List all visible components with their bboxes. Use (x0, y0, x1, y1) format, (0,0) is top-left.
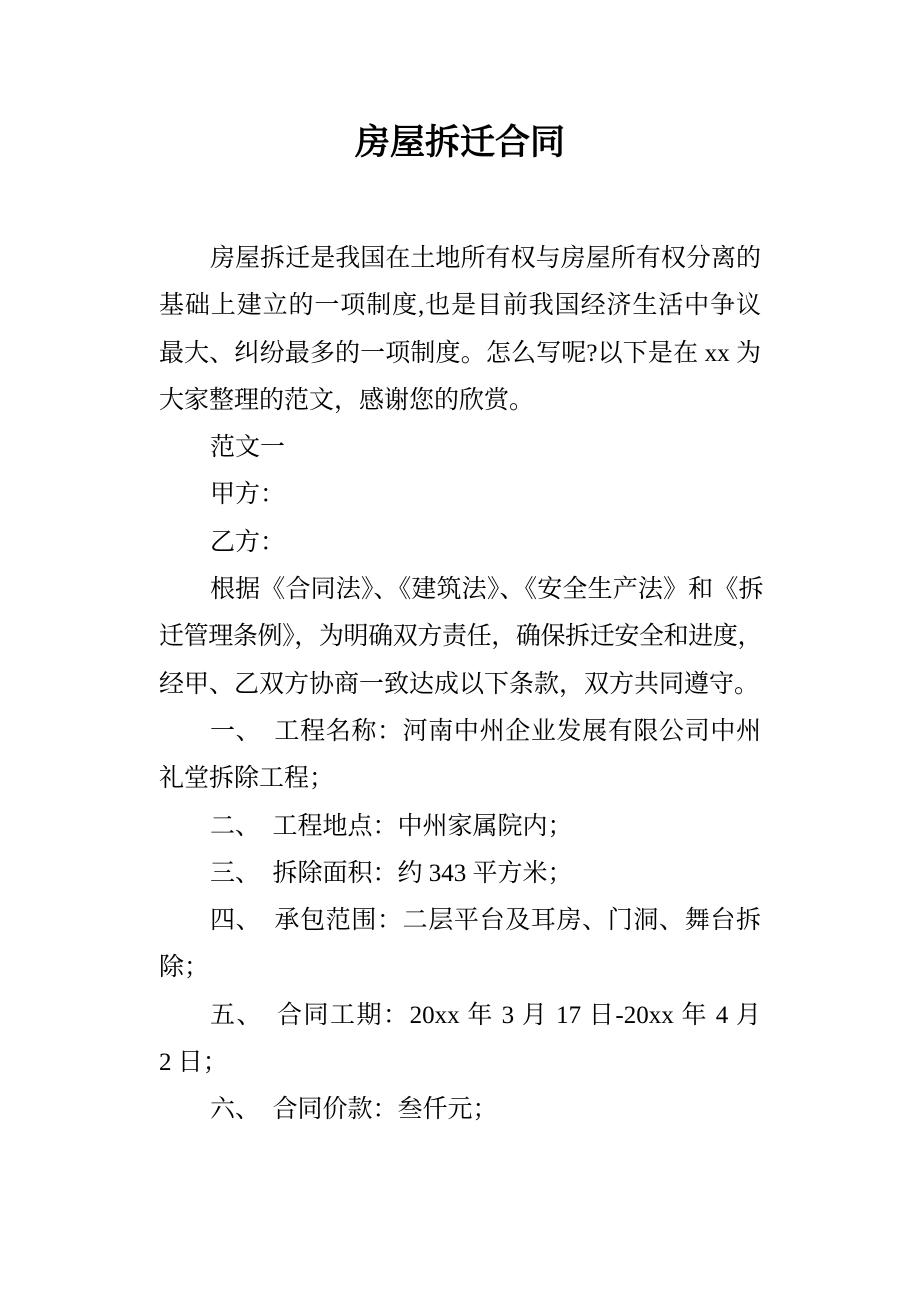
document-line: 经甲、乙双方协商一致达成以下条款，双方共同遵守。 (159, 670, 760, 698)
document-body (159, 235, 761, 1134)
document-line: 礼堂拆除工程； (159, 765, 335, 793)
document-title: 房屋拆迁合同 (354, 123, 565, 162)
document-line: 三、 拆除面积：约 343 平方米； (210, 859, 573, 887)
document-line: 五、 合同工期：20xx 年 3 月 17 日-20xx 年 4 月 (210, 1001, 761, 1029)
document-line: 最大、纠纷最多的一项制度。怎么写呢?以下是在 xx 为 (159, 339, 761, 367)
document-line: 根据《合同法》、《建筑法》、《安全生产法》和《拆 (210, 576, 761, 604)
document-line: 范文一 (210, 434, 286, 462)
document-line: 2 日； (159, 1049, 228, 1077)
document-line: 除； (159, 954, 210, 982)
document-line: 房屋拆迁是我国在土地所有权与房屋所有权分离的 (210, 245, 761, 272)
document-line: 二、 工程地点：中州家属院内； (210, 812, 573, 840)
document-line: 基础上建立的一项制度,也是目前我国经济生活中争议 (159, 292, 761, 320)
document-line: 乙方： (210, 528, 286, 556)
document-line: 一、 工程名称：河南中州企业发展有限公司中州 (210, 717, 761, 745)
document-line: 迁管理条例》，为明确双方责任，确保拆迁安全和进度， (159, 623, 761, 651)
document-line: 四、 承包范围：二层平台及耳房、门洞、舞台拆 (210, 907, 761, 935)
document-line: 甲方： (210, 481, 286, 509)
document-line: 六、 合同价款：叁仟元； (210, 1096, 498, 1124)
document-line: 大家整理的范文，感谢您的欣赏。 (159, 386, 535, 414)
